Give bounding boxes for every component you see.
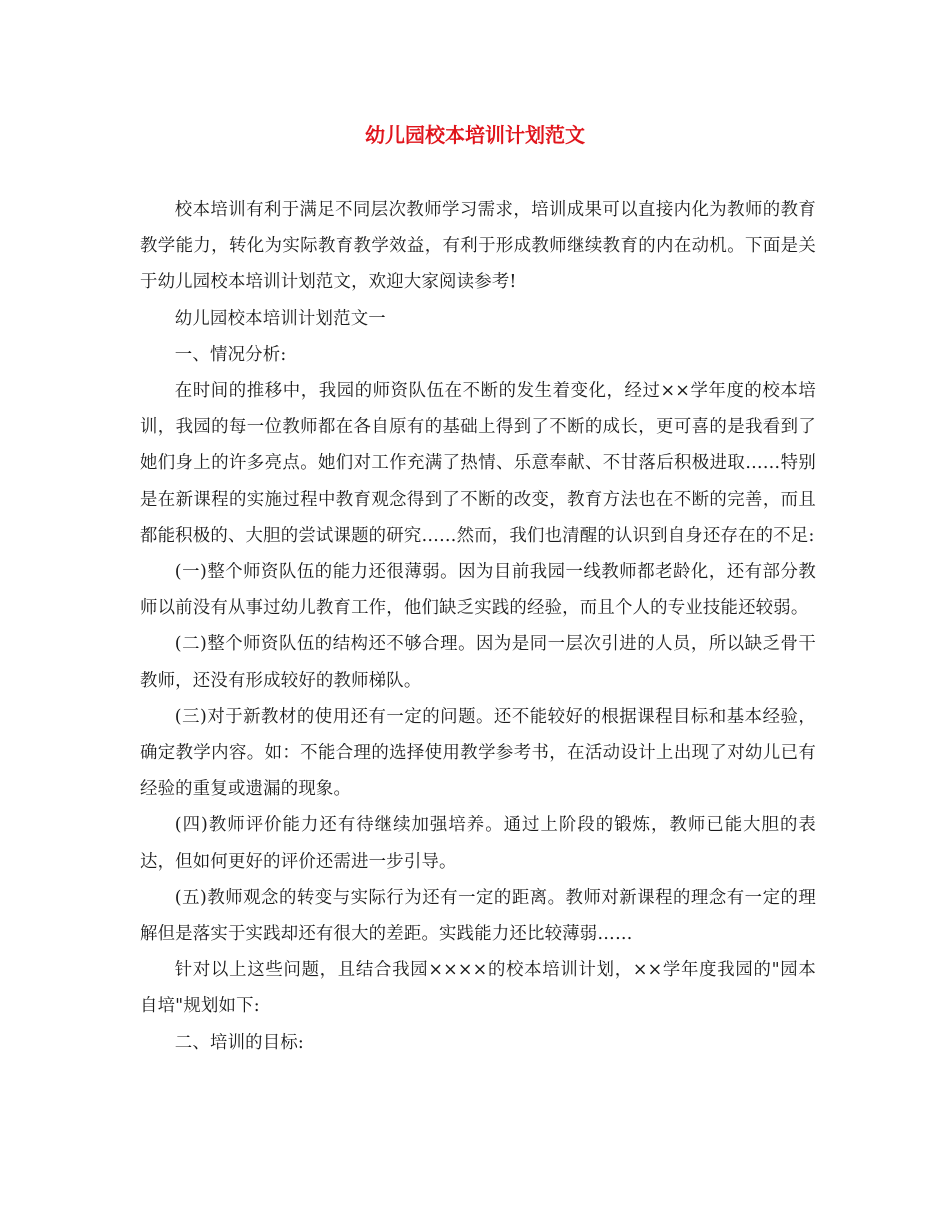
section-heading-situation: 一、情况分析: bbox=[174, 344, 287, 365]
list-item-4: (四)教师评价能力还有待继续加强培养。通过上阶段的锻炼，教师已能大胆的表达，但如何更好的评价还需进一步引导。 bbox=[140, 815, 816, 872]
intro-paragraph: 校本培训有利于满足不同层次教师学习需求，培训成果可以直接内化为教师的教育教学能力，转化为实际教育教学效益，有利于形成教师继续教育的内在动机。下面是关于幼儿园校本培训计划范文，欢迎大家阅读参考! bbox=[140, 200, 816, 293]
document-title: 幼儿园校本培训计划范文 bbox=[365, 123, 585, 147]
body-paragraph: 在时间的推移中，我园的师资队伍在不断的发生着变化，经过××学年度的校本培训，我园的每一位教师都在各自原有的基础上得到了不断的成长，更可喜的是我看到了她们身上的许多亮点。她们对工作充满了热情、乐意奉献、不甘落后积极进取……特别是在新课程的实施过程中教育观念得到了不断的改变，教育方法也在不断的完善，而且都能积极的、大胆的尝试课题的研究……然而，我们也清醒的认识到自身还存在的不足: bbox=[140, 381, 816, 546]
list-item-5: (五)教师观念的转变与实际行为还有一定的距离。教师对新课程的理念有一定的理解但是落实于实践却还有很大的差距。实践能力还比较薄弱…… bbox=[140, 887, 816, 945]
document-body bbox=[140, 192, 816, 1061]
list-item-1: (一)整个师资队伍的能力还很薄弱。因为目前我园一线教师都老龄化，还有部分教师以前没有从事过幼儿教育工作，他们缺乏实践的经验，而且个人的专业技能还较弱。 bbox=[140, 562, 816, 619]
body-paragraph-plan: 针对以上这些问题，且结合我园××××的校本培训计划，××学年度我园的"园本自培"规划如下: bbox=[140, 960, 816, 1017]
list-item-2: (二)整个师资队伍的结构还不够合理。因为是同一层次引进的人员，所以缺乏骨干教师，还没有形成较好的教师梯队。 bbox=[140, 634, 816, 691]
section-heading-goals: 二、培训的目标: bbox=[174, 1032, 304, 1053]
section-subtitle: 幼儿园校本培训计划范文一 bbox=[174, 308, 386, 329]
list-item-3: (三)对于新教材的使用还有一定的问题。还不能较好的根据课程目标和基本经验，确定教学内容。如：不能合理的选择使用教学参考书，在活动设计上出现了对幼儿已有经验的重复或遗漏的现象。 bbox=[140, 706, 816, 800]
